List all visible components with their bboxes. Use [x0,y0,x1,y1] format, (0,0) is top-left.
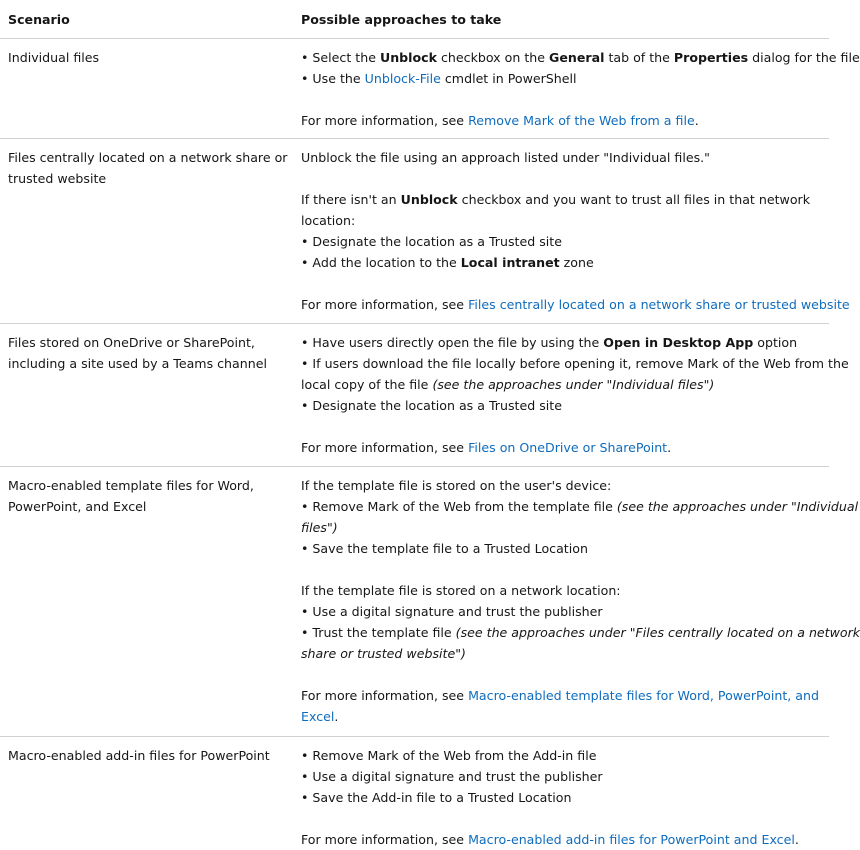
approach-line [301,147,829,168]
text: For more information, see [301,440,469,455]
scenario-text: trusted website [8,171,107,186]
scenario-cell [0,745,301,846]
approach-line [301,601,829,622]
text: checkbox and you want to trust all files in that network [457,192,810,207]
ui-term: Open in Desktop App [603,335,754,350]
scenario-cell [0,332,301,466]
text: location: [301,213,356,228]
doc-link[interactable]: Excel [301,709,335,724]
text: • Use the [301,71,365,86]
spacer [301,273,829,294]
approach-line [301,374,829,395]
approach-line [301,517,829,538]
table-row [0,139,850,324]
approach-line [301,47,860,68]
ui-term: Properties [673,50,749,65]
approaches-cell [301,47,860,138]
approach-line [301,475,829,496]
approach-line [301,353,849,374]
note-text: files") [301,520,338,535]
scenario-cell [0,47,301,138]
approach-line [301,685,829,706]
approach-line [301,643,829,664]
approach-line [301,622,860,643]
text: • Select the [301,50,380,65]
doc-link[interactable]: Remove Mark of the Web from a file [468,113,695,128]
spacer [301,416,829,437]
note-text: (see the approaches under "Individual files") [432,377,715,392]
doc-link[interactable]: Files centrally located on a network share or trusted website [468,297,850,312]
table-row [0,324,849,467]
text: checkbox on the [437,50,550,65]
scenario-text: Files centrally located on a network share or [8,150,288,165]
spacer [301,168,829,189]
text: For more information, see [301,297,469,312]
ui-term: Unblock [379,50,437,65]
approach-line [301,766,829,787]
text: For more information, see [301,113,469,128]
approach-line [301,68,829,89]
text: • Remove Mark of the Web from the template file [301,499,617,514]
approach-line [301,110,829,131]
text: . [334,709,339,724]
doc-link[interactable]: Files on OneDrive or SharePoint [468,440,668,455]
table-row [0,467,860,737]
table-row [0,737,829,846]
header-scenario: Scenario [8,12,70,27]
approach-line [301,745,829,766]
table-row [0,39,860,139]
text: zone [559,255,594,270]
text: If the template file is stored on a network location: [301,583,621,598]
doc-link[interactable]: Macro-enabled template files for Word, PowerPoint, and [468,688,819,703]
text: local copy of the file [301,377,433,392]
table-body [0,39,860,847]
spacer [301,808,829,829]
approach-line [301,437,829,458]
header-approaches: Possible approaches to take [301,12,502,27]
note-text: share or trusted website") [301,646,466,661]
text: For more information, see [301,688,469,703]
text: • Save the template file to a Trusted Location [301,541,588,556]
text: • Save the Add-in file to a Trusted Location [301,790,572,805]
text: For more information, see [301,832,469,847]
approach-line [301,395,829,416]
approach-line [301,538,829,559]
ui-term: Local intranet [460,255,560,270]
text: cmdlet in PowerShell [440,71,577,86]
text: Unblock the file using an approach listed under "Individual files." [301,150,710,165]
approach-line [301,210,829,231]
spacer [301,89,829,110]
approach-line [301,252,829,273]
text: . [667,440,672,455]
scenario-cell [0,475,301,736]
approach-line [301,332,829,353]
approach-line [301,231,829,252]
text: • Trust the template file [301,625,456,640]
text: . [794,832,799,847]
text: • Use a digital signature and trust the publisher [301,769,603,784]
scenario-text: Macro-enabled add-in files for PowerPoint [8,748,270,763]
text: tab of the [604,50,674,65]
text: • Remove Mark of the Web from the Add-in file [301,748,597,763]
doc-link[interactable]: Unblock-File [364,71,441,86]
approach-line [301,496,859,517]
text: . [694,113,699,128]
spacer [301,559,829,580]
scenario-text: Files stored on OneDrive or SharePoint, [8,335,255,350]
scenario-text: Individual files [8,50,100,65]
approaches-cell [301,332,849,466]
spacer [301,664,829,685]
approaches-cell [301,475,860,736]
approach-line [301,189,829,210]
approaches-cell [301,147,850,323]
approach-line [301,706,829,727]
approach-line [301,294,850,315]
text: • Add the location to the [301,255,461,270]
note-text: (see the approaches under "Files centrally located on a network [455,625,860,640]
text: • Use a digital signature and trust the publisher [301,604,603,619]
approach-line [301,829,829,850]
ui-term: Unblock [400,192,458,207]
table-header [0,0,829,39]
approaches-cell [301,745,829,846]
approach-line [301,787,829,808]
ui-term: General [549,50,605,65]
scenario-text: Macro-enabled template files for Word, [8,478,254,493]
doc-link[interactable]: Macro-enabled add-in files for PowerPoint and Excel [468,832,795,847]
text: • Have users directly open the file by using the [301,335,604,350]
text: If there isn't an [301,192,401,207]
text: • Designate the location as a Trusted site [301,234,562,249]
text: dialog for the file [748,50,860,65]
approach-line [301,580,829,601]
scenario-cell [0,147,301,323]
text: • Designate the location as a Trusted site [301,398,562,413]
text: option [753,335,798,350]
scenario-text: including a site used by a Teams channel [8,356,267,371]
scenario-text: PowerPoint, and Excel [8,499,147,514]
note-text: (see the approaches under "Individual [616,499,859,514]
text: • If users download the file locally before opening it, remove Mark of the Web from the [301,356,849,371]
text: If the template file is stored on the user's device: [301,478,612,493]
